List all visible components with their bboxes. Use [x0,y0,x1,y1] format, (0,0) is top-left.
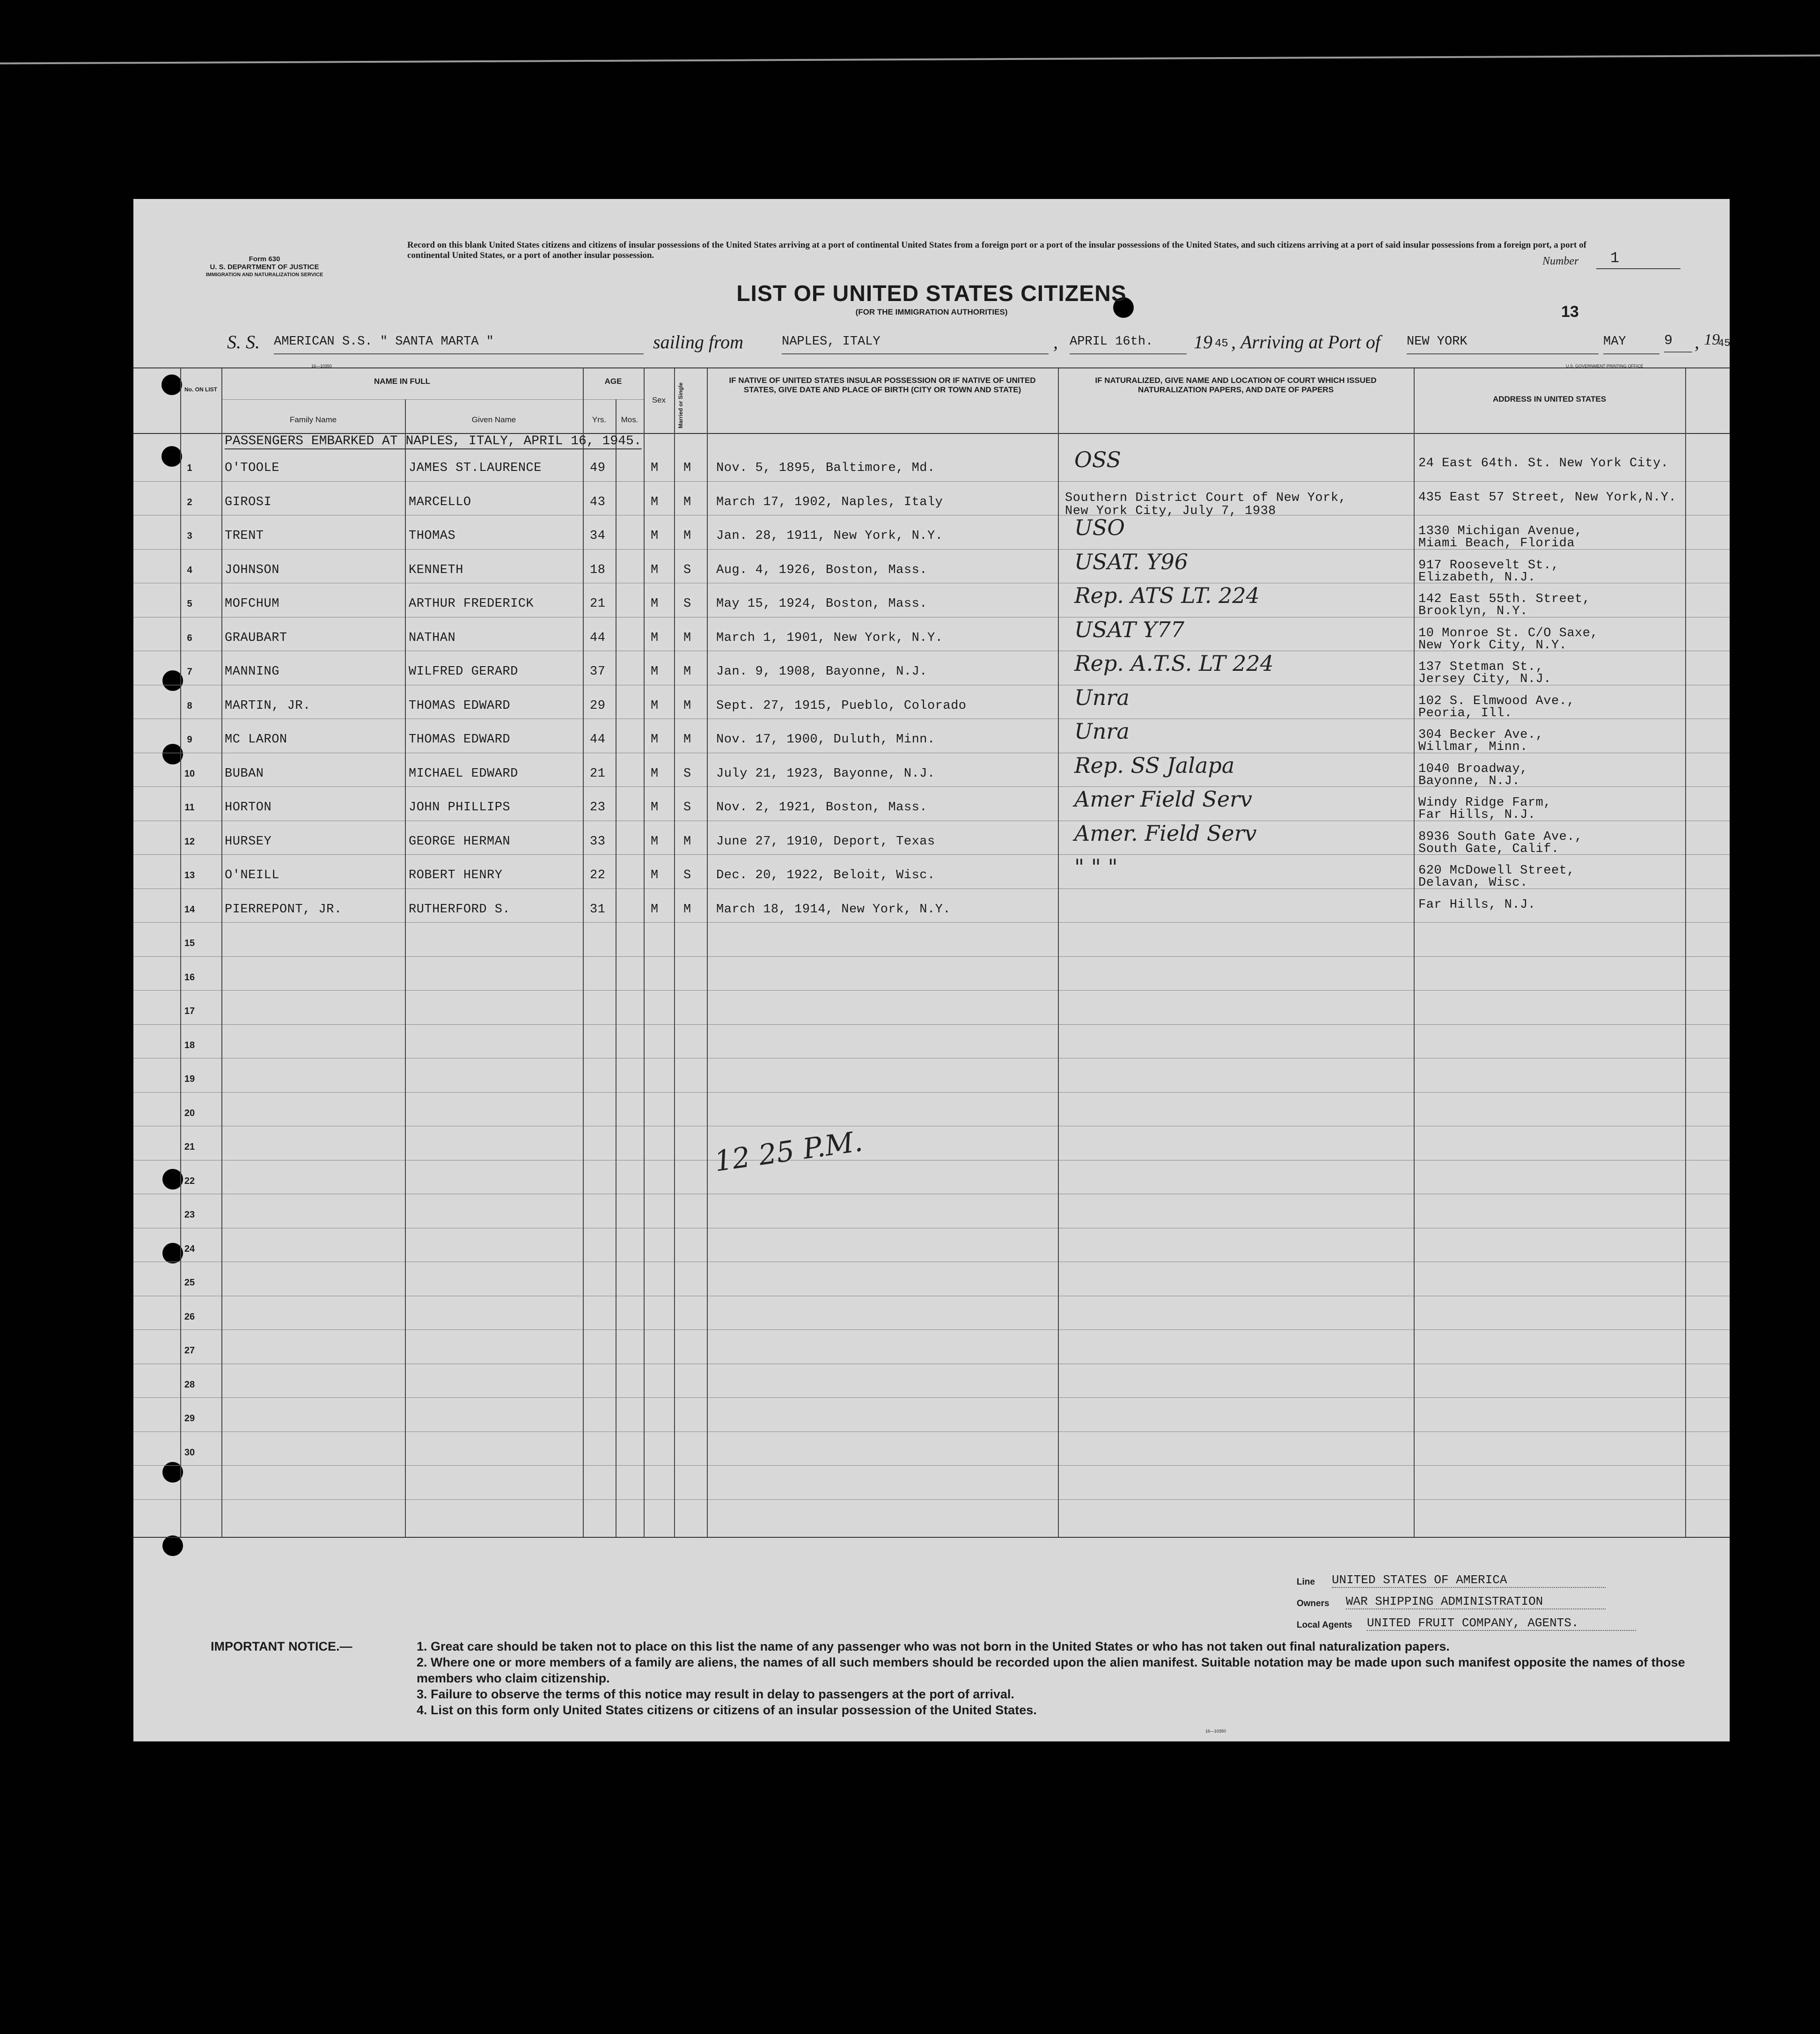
birth-info: May 15, 1924, Boston, Mass. [716,597,927,611]
sex: M [651,766,659,781]
form-number: Form 630 [249,255,280,263]
departure-year-prefix: 19 [1194,331,1212,352]
row-number: 11 [184,802,195,813]
age-years: 22 [590,868,606,882]
row-number: 30 [184,1447,195,1458]
row-number: 6 [187,632,192,643]
sex: M [651,800,659,815]
handwritten-note: " " " [1074,854,1118,880]
header-birth: IF NATIVE OF UNITED STATES INSULAR POSSESSION OR IF NATIVE OF UNITED STATES, GIVE DATE AND PLACE OF BIRTH (CITY OR TOWN AND STATE) [729,376,1036,394]
sex: M [651,733,659,747]
family-name: TRENT [225,529,264,543]
form-identifier [166,255,363,279]
given-name: THOMAS [409,529,456,543]
departure-year: 45 [1215,338,1228,350]
family-name: MC LARON [225,733,287,747]
row-number: 29 [184,1413,195,1424]
header-name-in-full: NAME IN FULL [374,377,430,386]
address-line-2: New York City, N.Y. [1418,638,1567,653]
age-years: 34 [590,529,606,543]
sex: M [651,698,659,713]
number-label: Number [1542,255,1579,267]
address-line-2: Peoria, Ill. [1418,706,1512,720]
marital-status: S [683,800,691,815]
footer-print-code: 16—10350 [1205,1729,1226,1733]
address-line-1: 8936 South Gate Ave., [1418,830,1583,844]
sex: M [651,597,659,611]
handwritten-note: USAT Y77 [1074,617,1185,642]
birth-info: Nov. 17, 1900, Duluth, Minn. [716,733,935,747]
marital-status: M [683,495,691,509]
header-sex: Sex [652,396,666,404]
arrival-year-prefix: 19 [1704,331,1720,348]
family-name: PIERREPONT, JR. [225,902,342,917]
address-line-2: Willmar, Minn. [1418,740,1528,754]
address-line-2: Brooklyn, N.Y. [1418,604,1528,618]
marital-status: M [683,529,691,543]
marital-status: M [683,902,691,917]
age-years: 18 [590,563,606,577]
ship-name: AMERICAN S.S. " SANTA MARTA " [274,335,644,354]
address-line-2: Jersey City, N.J. [1418,672,1551,686]
header-given-name: Given Name [471,415,516,424]
passenger-table [133,367,1730,1538]
header-number: No. ON LIST [184,386,217,393]
handwritten-note: OSS [1074,447,1121,472]
notice-4: 4. List on this form only United States citizens or citizens of an insular possession of the United States. [417,1703,1037,1717]
handwritten-note: USAT. Y96 [1074,549,1189,574]
family-name: GRAUBART [225,631,287,645]
address-line-2: Miami Beach, Florida [1418,536,1575,551]
row-number: 16 [184,972,195,983]
sex: M [651,529,659,543]
given-name: KENNETH [409,563,463,577]
row-rule [133,1092,1730,1093]
handwritten-note: Amer. Field Serv [1074,820,1257,846]
notice-1: 1. Great care should be taken not to place on this list the name of any passenger who was not born in the United States or who has not taken out final naturalization papers. [417,1639,1450,1653]
header-months: Mos. [621,415,638,424]
header-married-single: Married or Single [677,382,684,428]
age-years: 29 [590,698,606,713]
age-years: 23 [590,800,606,815]
age-years: 43 [590,495,606,509]
section-heading: PASSENGERS EMBARKED AT NAPLES, ITALY, APRIL 16, 1945. [225,434,642,448]
age-years: 37 [590,665,606,679]
address-line-1: 304 Becker Ave., [1418,728,1544,742]
agents-label: Local Agents [1297,1620,1352,1630]
marital-status: M [683,665,691,679]
given-name: THOMAS EDWARD [409,698,511,713]
birth-info: March 18, 1914, New York, N.Y. [716,902,951,917]
departure-date: APRIL 16th. [1070,335,1187,354]
age-years: 33 [590,834,606,849]
family-name: GIROSI [225,495,272,509]
row-number: 17 [184,1006,195,1016]
birth-info: March 17, 1902, Naples, Italy [716,495,943,509]
address-line-1: 102 S. Elmwood Ave., [1418,694,1575,708]
given-name: JAMES ST.LAURENCE [409,461,542,475]
marital-status: S [683,597,691,611]
marital-status: M [683,461,691,475]
row-number: 19 [184,1074,195,1084]
address-line-1: 620 McDowell Street, [1418,864,1575,878]
arrival-year: 45 [1718,338,1731,349]
handwritten-note: Rep. A.T.S. LT 224 [1074,651,1274,676]
birth-info: Dec. 20, 1922, Beloit, Wisc. [716,868,935,882]
row-number: 25 [184,1278,195,1288]
given-name: MICHAEL EDWARD [409,766,518,781]
notice-3: 3. Failure to observe the terms of this notice may result in delay to passengers at the port of arrival. [417,1687,1014,1701]
family-name: JOHNSON [225,563,279,577]
page-title: LIST OF UNITED STATES CITIZENS [736,281,1127,306]
row-rule [133,1397,1730,1398]
sex: M [651,665,659,679]
address-line-2: Delavan, Wisc. [1418,876,1528,890]
address-line-1: Windy Ridge Farm, [1418,796,1551,810]
row-number: 3 [187,531,192,541]
address-line-1: 142 East 55th. Street, [1418,592,1591,606]
family-name: BUBAN [225,766,264,781]
handwritten-note: Rep. SS Jalapa [1074,752,1235,778]
handwritten-note: Rep. ATS LT. 224 [1074,583,1260,608]
important-notice [211,1638,1709,1718]
row-rule [133,1329,1730,1330]
handwritten-note: Unra [1074,719,1130,744]
row-rule [133,1024,1730,1025]
address-line-2: South Gate, Calif. [1418,842,1559,856]
department: U. S. DEPARTMENT OF JUSTICE [210,263,319,271]
address-line-1: 435 East 57 Street, New York,N.Y. [1418,490,1677,505]
number-line [1596,268,1681,269]
age-years: 44 [590,631,606,645]
arrival-port: NEW YORK [1407,335,1599,354]
address-line-1: 10 Monroe St. C/O Saxe, [1418,626,1599,640]
sex: M [651,461,659,475]
address-line-1: 1040 Broadway, [1418,762,1528,776]
row-number: 7 [187,667,192,677]
notice-2: 2. Where one or more members of a family are aliens, the names of all such members should be recorded upon the alien manifest. Suitable notation may be made upon such manifest opposite the names of those members who claim citizenship. [417,1655,1685,1685]
family-name: O'NEILL [225,868,279,882]
owners-label: Owners [1297,1599,1329,1608]
row-number: 2 [187,497,192,507]
arriving-label: Arriving at Port of [1240,331,1380,352]
header-address: ADDRESS IN UNITED STATES [1492,395,1607,404]
line-value: UNITED STATES OF AMERICA [1332,1573,1606,1588]
row-rule [133,990,1730,991]
family-name: MANNING [225,665,279,679]
family-name: MARTIN, JR. [225,698,311,713]
birth-info: Nov. 2, 1921, Boston, Mass. [716,800,927,815]
marital-status: M [683,698,691,713]
header-years: Yrs. [592,415,607,424]
age-years: 31 [590,902,606,917]
sex: M [651,563,659,577]
agents-value: UNITED FRUIT COMPANY, AGENTS. [1367,1616,1636,1631]
given-name: RUTHERFORD S. [409,902,511,917]
row-number: 1 [187,463,192,473]
given-name: WILFRED GERARD [409,665,518,679]
page-number: 13 [1561,303,1579,321]
row-number: 28 [184,1379,195,1390]
family-name: HORTON [225,800,272,815]
sailing-from-label: sailing from [653,331,743,352]
address-line-2: Bayonne, N.J. [1418,774,1520,788]
service: IMMIGRATION AND NATURALIZATION SERVICE [205,272,323,278]
given-name: MARCELLO [409,495,471,509]
page-subtitle: (FOR THE IMMIGRATION AUTHORITIES) [855,308,1008,316]
marital-status: M [683,733,691,747]
sex: M [651,495,659,509]
row-rule [133,922,1730,923]
given-name: JOHN PHILLIPS [409,800,511,815]
marital-status: S [683,868,691,882]
row-number: 5 [187,599,192,609]
notice-label: IMPORTANT NOTICE.— [211,1639,352,1653]
given-name: NATHAN [409,631,456,645]
form-instructions: Record on this blank United States citizens and citizens of insular possessions of the United States arriving at a port of continental United States from a foreign port or a port of the insular possessions of the United States, and such citizens arriving at a port of said insular possessions from a foreign port, a port of continental United States, or a port of another insular possession. [407,240,1586,260]
print-code: 16—10350 [311,364,332,368]
marital-status: S [683,766,691,781]
ss-label: S. S. [227,331,260,352]
sex: M [651,868,659,882]
handwritten-note: Unra [1074,684,1130,710]
row-number: 12 [184,836,195,847]
sex: M [651,631,659,645]
sex: M [651,902,659,917]
row-number: 10 [184,768,195,779]
header-age: AGE [604,377,622,386]
birth-info: Sept. 27, 1915, Pueblo, Colorado [716,698,967,713]
address-line-1: 137 Stetman St., [1418,660,1544,674]
row-number: 20 [184,1108,195,1118]
address-line-2: Elizabeth, N.J. [1418,570,1536,585]
row-number: 14 [184,904,195,915]
address-line-1: 24 East 64th. St. New York City. [1418,456,1669,470]
birth-info: Aug. 4, 1926, Boston, Mass. [716,563,927,577]
printing-office: U.S. GOVERNMENT PRINTING OFFICE [1566,364,1644,368]
family-name: MOFCHUM [225,597,279,611]
header-family-name: Family Name [289,415,337,424]
handwritten-note: USO [1074,515,1125,540]
manifest-page: Form 630 U. S. DEPARTMENT OF JUSTICE IMMIGRATION AND NATURALIZATION SERVICE Record on this blank United States citizens and citizens of insular possessions of the United States arriving at a port of continental United States from a foreign port or a port of the insular possessions of the United States, and such citizens arriving at a port of said insular possessions from a foreign port, a port of continental United States, or a port of another insular possession. Number 1 LIST OF UNITED STATES CITIZENS (FOR THE IMMIGRATION AUTHORITIES) 13 S. S. AMERICAN S.S. " SANTA MARTA " sailing from NAPLES, ITALY , APRIL 16th. 19 45 , Arriving at Port of NEW YORK MAY 9 , 19 45 16—10350 U.S. GOVERNMENT PRINTING OFFICE No. ON LIST NAME IN FULL Family Name Given Name AGE Yrs. Mos. Sex Married or Single IF NATIVE OF UNITED STATES INSULAR POSSESSION OR IF NATIVE OF UNITED STATES, GIVE DATE AND PLACE OF BIRTH (CITY OR TOWN AND STATE) IF NATURALIZED, GIVE NAME AND LOCATION OF COURT WHICH ISSUED NATURALIZATION PAPERS, AND DATE OF PAPERS ADDRESS IN UNITED STATES PASSENGERS EMBARKED AT NAPLES, ITALY, APRIL 16, 1945. 1 O'TOOLE JAMES ST.LAURENCE 49 M M Nov. 5, 1895, Baltimore, Md. OSS 24 East 64th. St. New York City. 2 GIROSI MARCELLO 43 M M March 17, 1902, Naples, Italy Southern District Court of New York, New York City, July 7, 1938 435 East 57 Street, New York,N.Y. 3 TRENT THOMAS 34 M M Jan. 28, 1911, New York, N.Y. USO 1330 Michigan Avenue, Miami Beach, Florida 4 JOHNSON KENNETH 18 M S Aug. 4, 1926, Boston, Mass. USAT. Y96 917 Roosevelt St., Elizabeth, N.J. 5 MOFCHUM ARTHUR FREDERICK 21 M S May 15, 1924, Boston, Mass. Rep. ATS LT. 224 142 East 55th. Street, Brooklyn, N.Y. 6 GRAUBART NATHAN 44 M M March 1, 1901, New York, N.Y. USAT Y77 10 Monroe St. C/O Saxe, New York City, N.Y. 7 MANNING WILFRED GERARD 37 M M Jan. 9, 1908, Bayonne, N.J. Rep. A.T.S. LT 224 137 Stetman St., Jersey City, N.J. 8 MARTIN, JR. THOMAS EDWARD 29 M M Sept. 27, 1915, Pueblo, Colorado Unra 102 S. Elmwood Ave., Peoria, Ill. 9 MC LARON THOMAS EDWARD 44 M M Nov. 17, 1900, Duluth, Minn. Unra 304 Becker Ave., Willmar, Minn. 10 BUBAN MICHAEL EDWARD 21 M S July 21, 1923, Bayonne, N.J. Rep. SS Jalapa 1040 Broadway, Bayonne, N.J. 11 HORTON JOHN PHILLIPS 23 M S Nov. 2, 1921, Boston, Mass. Amer Field Serv Windy Ridge Farm, Far Hills, N.J. 12 HURSEY GEORGE HERMAN 33 M M June 27, 1910, Deport, Texas Amer. Field Serv 8936 South Gate Ave., South Gate, Calif. 13 O'NEILL ROBERT HENRY 22 M S Dec. 20, 1922, Beloit, Wisc. " " " 620 McDowell Street, Delavan, Wisc. 14 PIERREPONT, JR. RUTHERFORD S. 31 M M March 18, 1914, New York, N.Y. Far Hills, N.J. 15 16 17 18 19 20 21 22 23 24 25 26 27 28 29 30 12 25 P.M. Line UNITED STATES OF AMERICA Owners WAR SHIPPING ADMINISTRATION Local Agents UNITED FRUIT COMPANY, AGENTS. IMPORTANT NOTICE.— 1. Great care should be taken not to place on this list the name of any passenger who was not born in the United States or who has not taken out final naturalization papers. 2. Where one or more members of a family are aliens, the names of all such members should be recorded upon the alien manifest. Suitable notation may be made upon such manifest opposite the names of those members who claim citizenship. 3. Failure to observe the terms of this notice may result in delay to passengers at the port of arrival. 4. List on this form only United States citizens or citizens of an insular possession of the United States. 16—10350 [133,199,1730,1741]
age-years: 21 [590,597,606,611]
row-number: 21 [184,1142,195,1152]
row-number: 18 [184,1040,195,1050]
birth-info: Jan. 28, 1911, New York, N.Y. [716,529,943,543]
row-number: 23 [184,1210,195,1220]
line-label: Line [1297,1577,1315,1587]
address-line-1: 1330 Michigan Avenue, [1418,524,1583,538]
row-number: 4 [187,565,192,575]
marital-status: M [683,631,691,645]
birth-info: March 1, 1901, New York, N.Y. [716,631,943,645]
row-number: 27 [184,1345,195,1356]
row-number: 9 [187,734,192,745]
arrival-month: MAY [1603,335,1659,354]
handwritten-note: Amer Field Serv [1074,786,1253,812]
owners-value: WAR SHIPPING ADMINISTRATION [1346,1594,1606,1609]
row-rule [133,956,1730,957]
row-number: 26 [184,1311,195,1322]
given-name: ARTHUR FREDERICK [409,597,534,611]
row-rule [133,481,1730,482]
scan-edge-line [0,55,1820,65]
age-years: 21 [590,766,606,781]
given-name: THOMAS EDWARD [409,733,511,747]
row-number: 8 [187,700,192,711]
departure-port: NAPLES, ITALY [782,335,1049,354]
birth-info: June 27, 1910, Deport, Texas [716,834,935,849]
row-rule [133,1499,1730,1500]
age-years: 44 [590,733,606,747]
birth-info: July 21, 1923, Bayonne, N.J. [716,766,935,781]
row-number: 22 [184,1175,195,1186]
naturalization-info: Southern District Court of New York, New York City, July 7, 1938 [1065,491,1347,518]
header-naturalized: IF NATURALIZED, GIVE NAME AND LOCATION OF COURT WHICH ISSUED NATURALIZATION PAPERS, AND DATE OF PAPERS [1095,376,1377,394]
arrival-day: 9 [1664,333,1692,352]
address-line-1: Far Hills, N.J. [1418,897,1536,912]
age-years: 49 [590,461,606,475]
number-value: 1 [1610,250,1620,267]
row-number: 15 [184,938,195,948]
family-name: HURSEY [225,834,272,849]
given-name: ROBERT HENRY [409,868,503,882]
punch-hole [162,1535,183,1556]
row-number: 24 [184,1243,195,1254]
address-line-2: Far Hills, N.J. [1418,808,1536,822]
birth-info: Jan. 9, 1908, Bayonne, N.J. [716,665,927,679]
signature: 12 25 P.M. [712,1125,865,1178]
row-rule [133,1465,1730,1466]
family-name: O'TOOLE [225,461,279,475]
birth-info: Nov. 5, 1895, Baltimore, Md. [716,461,935,475]
marital-status: M [683,834,691,849]
marital-status: S [683,563,691,577]
address-line-1: 917 Roosevelt St., [1418,558,1559,573]
sex: M [651,834,659,849]
given-name: GEORGE HERMAN [409,834,511,849]
row-number: 13 [184,870,195,881]
